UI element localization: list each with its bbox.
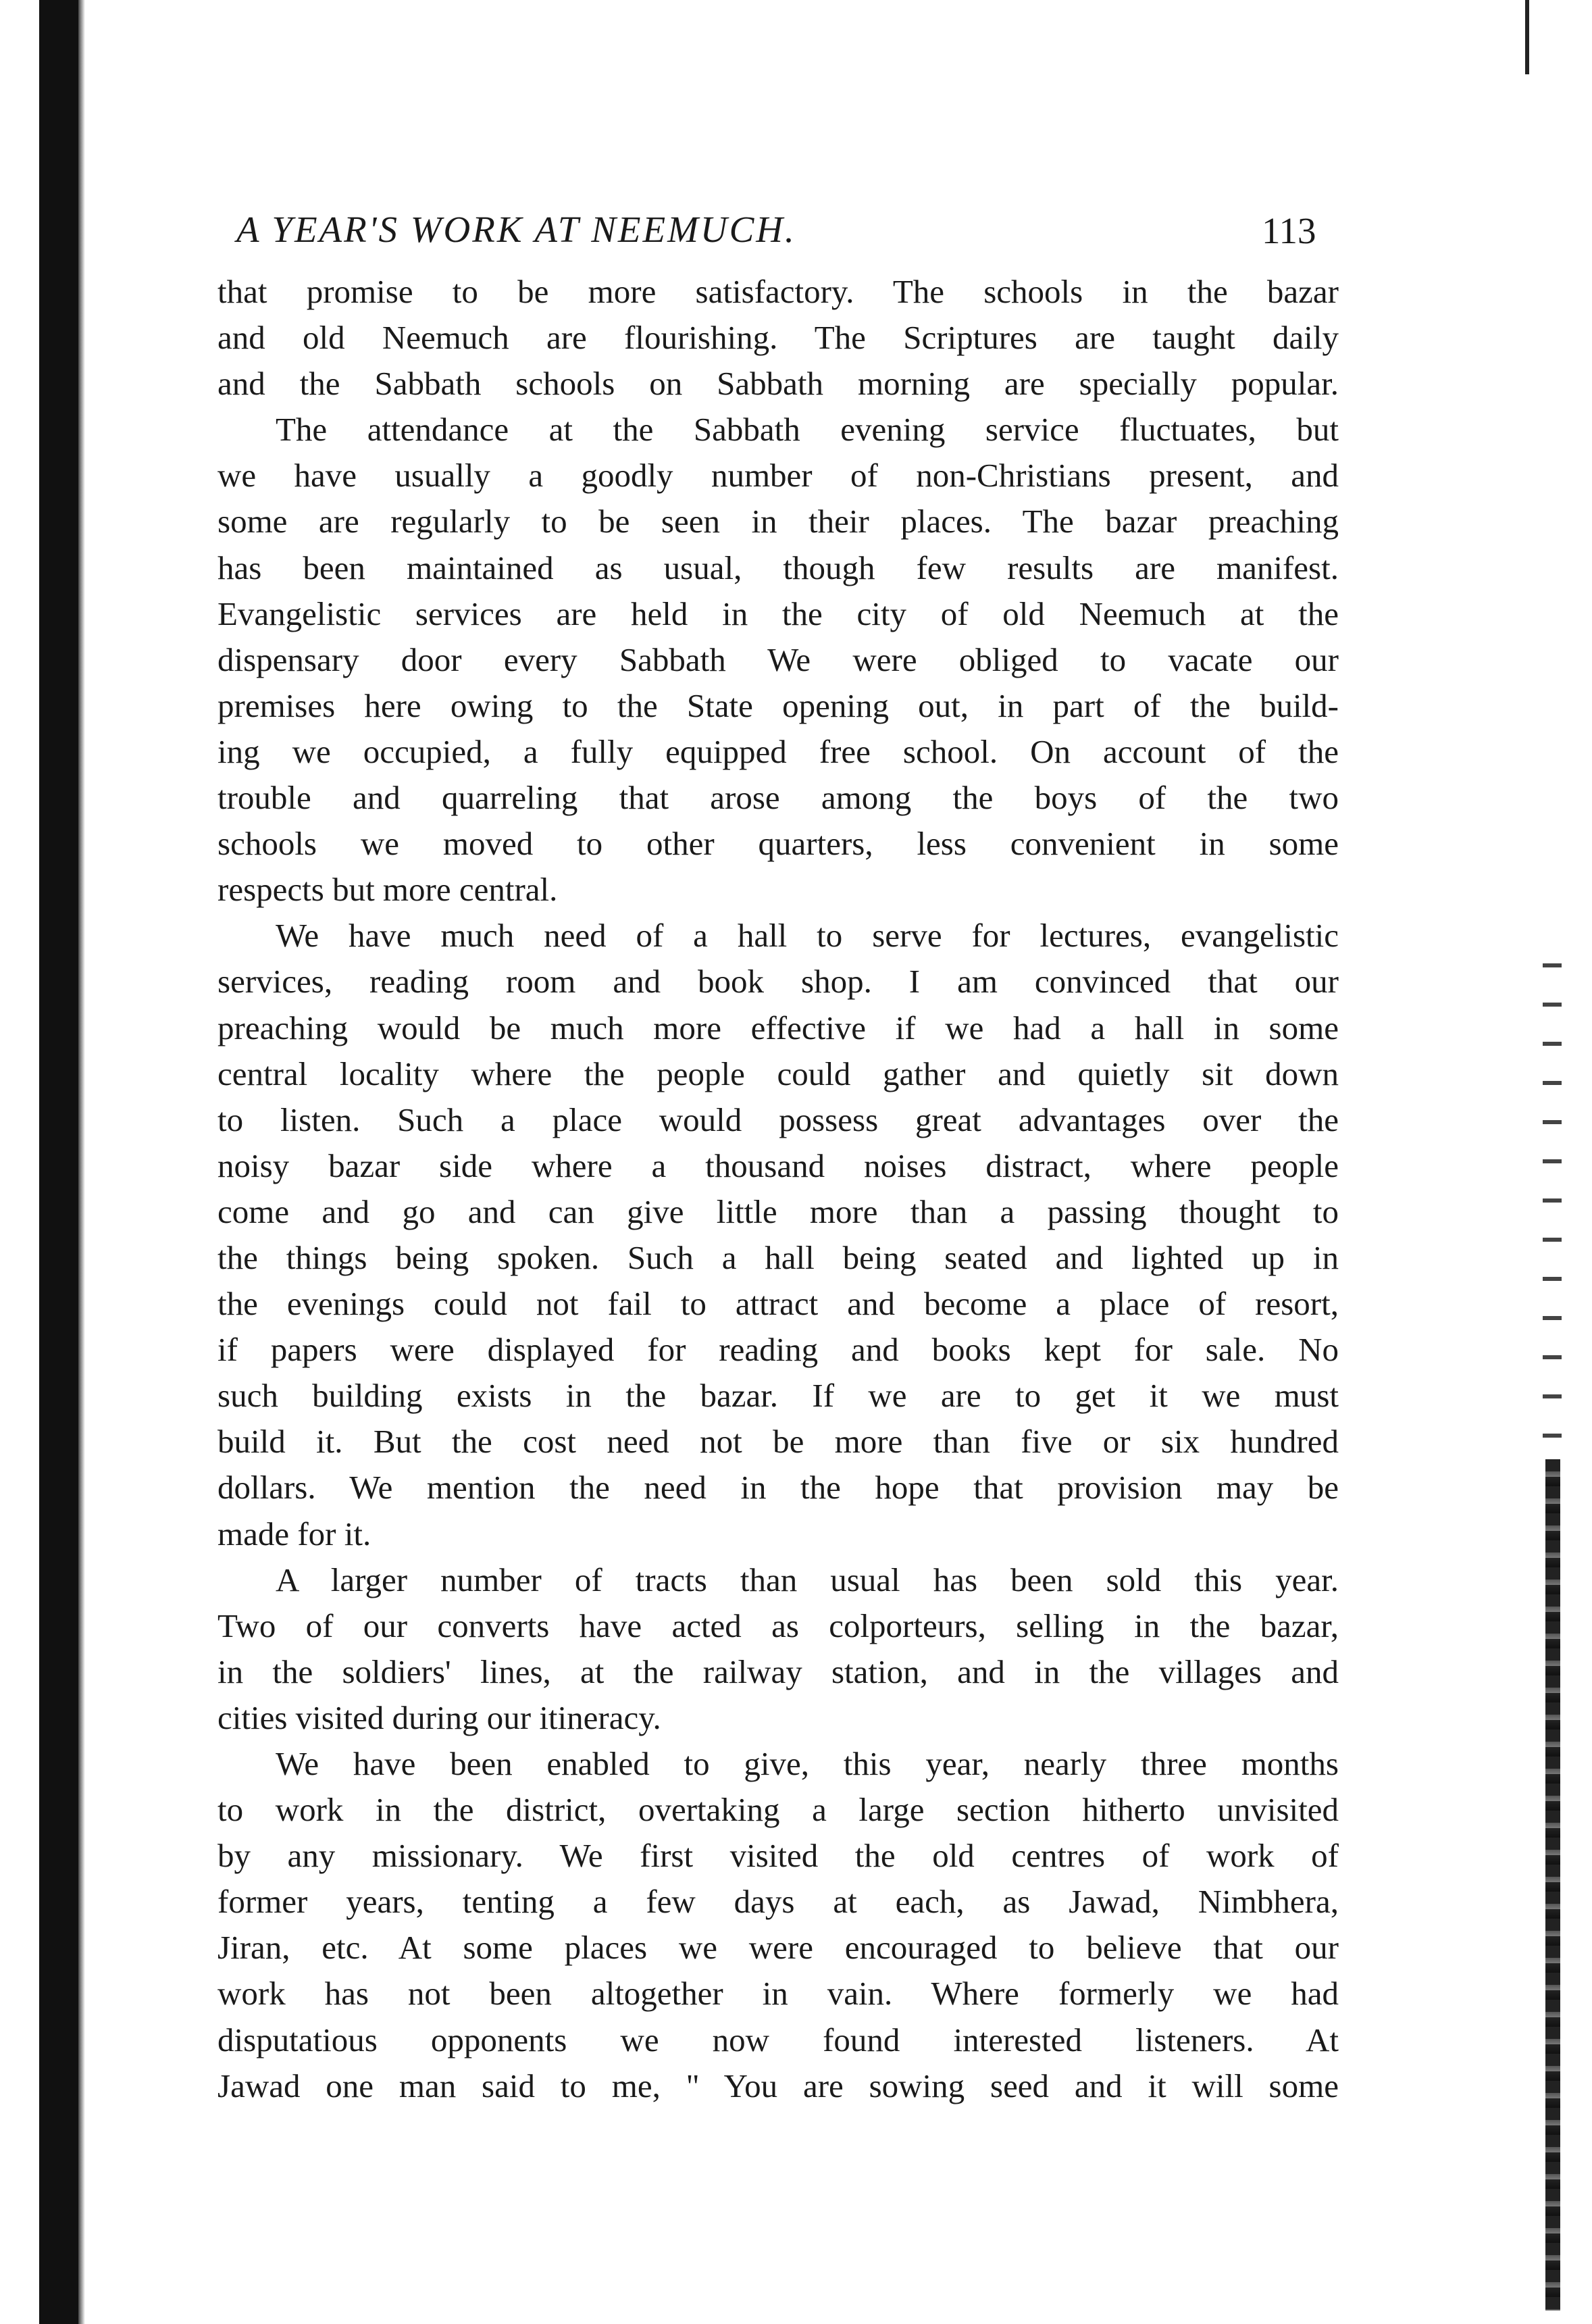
text-line: the things being spoken. Such a hall being seated and lighted up in <box>217 1238 1339 1276</box>
text-line: that promise to be more satisfactory. The schools in the bazar <box>217 273 1339 310</box>
scan-binding-fade <box>78 0 85 2324</box>
scan-edge-speckles <box>1543 946 1562 1459</box>
text-line: has been maintained as usual, though few results are manifest. <box>217 549 1339 586</box>
text-line: work has not been altogether in vain. Where formerly we had <box>217 1975 1339 2013</box>
text-line: We have been enabled to give, this year, nearly three months <box>276 1745 1339 1782</box>
text-line: made for it. <box>217 1515 371 1552</box>
scan-page-edge <box>1545 1459 1560 2310</box>
text-line: and the Sabbath schools on Sabbath morning are specially popular. <box>217 365 1339 403</box>
text-line: cities visited during our itineracy. <box>217 1698 661 1736</box>
text-line: and old Neemuch are flourishing. The Scriptures are taught daily <box>217 319 1339 357</box>
body-text <box>217 269 1339 2109</box>
text-line: in the soldiers' lines, at the railway station, and in the villages and <box>217 1652 1339 1690</box>
text-line: services, reading room and book shop. I am convinced that our <box>217 963 1339 1001</box>
text-line: former years, tenting a few days at each, as Jawad, Nimbhera, <box>217 1883 1339 1921</box>
text-line: schools we moved to other quarters, less convenient in some <box>217 825 1339 863</box>
scan-edge-mark <box>1525 0 1529 74</box>
text-line: central locality where the people could gather and quietly sit down <box>217 1055 1339 1092</box>
text-line: Jawad one man said to me, " You are sowing seed and it will some <box>217 2067 1339 2104</box>
text-line: The attendance at the Sabbath evening service fluctuates, but <box>276 411 1339 449</box>
text-line: dispensary door every Sabbath We were obliged to vacate our <box>217 640 1339 678</box>
text-line: by any missionary. We first visited the old centres of work of <box>217 1837 1339 1875</box>
text-line: if papers were displayed for reading and books kept for sale. No <box>217 1331 1339 1369</box>
text-line: such building exists in the bazar. If we are to get it we must <box>217 1377 1339 1415</box>
text-line: to work in the district, overtaking a large section hitherto unvisited <box>217 1791 1339 1829</box>
text-line: Two of our converts have acted as colporteurs, selling in the bazar, <box>217 1607 1339 1644</box>
text-line: A larger number of tracts than usual has been sold this year. <box>276 1561 1339 1598</box>
text-line: trouble and quarreling that arose among the boys of the two <box>217 779 1339 817</box>
text-line: respects but more central. <box>217 871 558 909</box>
text-line: We have much need of a hall to serve for lectures, evangelistic <box>276 917 1339 955</box>
text-line: some are regularly to be seen in their places. The bazar preaching <box>217 503 1339 540</box>
text-line: premises here owing to the State opening out, in part of the build- <box>217 686 1339 724</box>
text-line: dollars. We mention the need in the hope that provision may be <box>217 1469 1339 1507</box>
scan-binding-shadow <box>39 0 78 2324</box>
text-line: ing we occupied, a fully equipped free school. On account of the <box>217 732 1339 770</box>
text-line: the evenings could not fail to attract and become a place of resort, <box>217 1285 1339 1323</box>
text-line: build it. But the cost need not be more than five or six hundred <box>217 1423 1339 1461</box>
text-line: Evangelistic services are held in the city of old Neemuch at the <box>217 595 1339 632</box>
text-line: Jiran, etc. At some places we were encouraged to believe that our <box>217 1929 1339 1967</box>
text-line: noisy bazar side where a thousand noises distract, where people <box>217 1146 1339 1184</box>
text-line: disputatious opponents we now found interested listeners. At <box>217 2021 1339 2058</box>
text-line: come and go and can give little more than a passing thought to <box>217 1192 1339 1230</box>
text-line: to listen. Such a place would possess great advantages over the <box>217 1101 1339 1138</box>
text-line: preaching would be much more effective if we had a hall in some <box>217 1009 1339 1046</box>
running-title: A YEAR'S WORK AT NEEMUCH. <box>236 209 796 250</box>
text-line: we have usually a goodly number of non-Christians present, and <box>217 457 1339 495</box>
page-number: 113 <box>1262 210 1316 251</box>
